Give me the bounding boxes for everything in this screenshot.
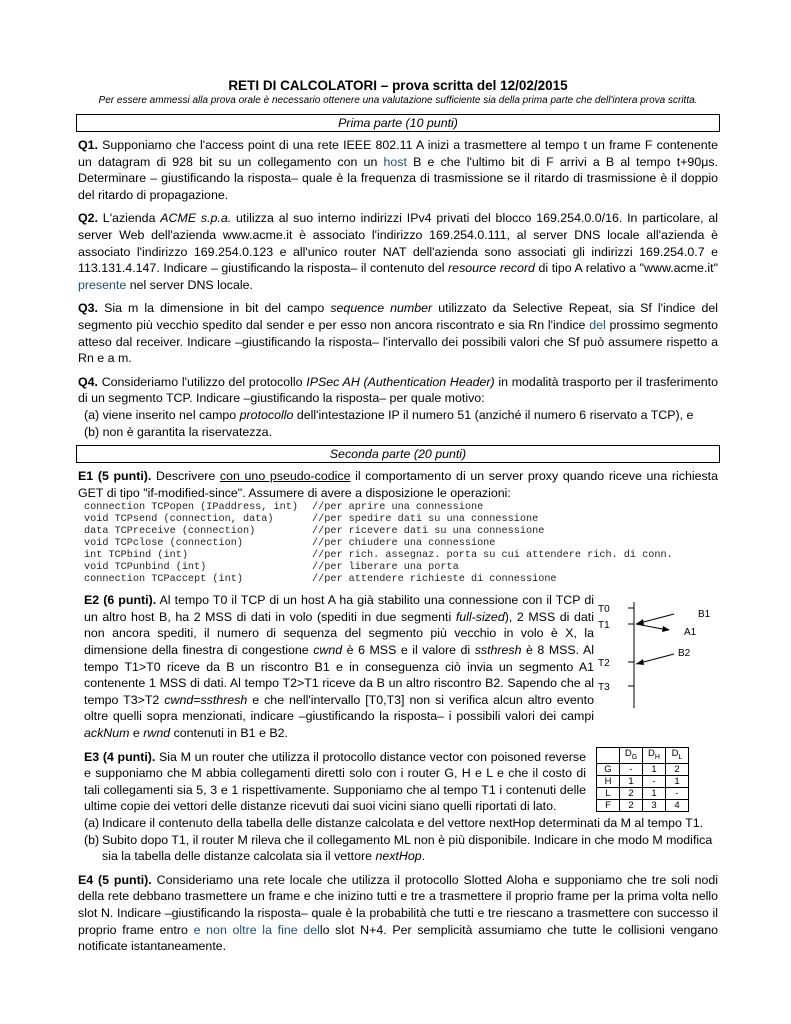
table-cell: G [597, 763, 620, 775]
tcp-timeline-diagram [598, 600, 718, 710]
q3-label: Q3. [78, 301, 98, 316]
q1-label: Q1. [78, 138, 98, 152]
operation-comment: //per liberare una porta [312, 562, 459, 574]
section-header-part2: Seconda parte (20 punti) [76, 445, 720, 463]
q3-del: del [589, 317, 606, 332]
operation-row [84, 538, 718, 550]
operation-signature: data TCPreceive (connection) [84, 526, 256, 538]
t1-label: T1 [598, 620, 610, 632]
table-row [597, 799, 689, 811]
e3-text: E3 (4 punti). Sia M un router che utilizza il protocollo distance vector con poisoned reverse e supponiamo che M abbia collegamenti diretti solo con i router G, H e L e che il costo di tali collegamenti sia 5, 3 e 1 rispettivamente. Supponiamo che al tempo T1 i contenuti delle ultime copie dei vettori delle distanze ricevuti dai suoi vicini siano quelli riportati di lato. [84, 749, 586, 814]
page-subtitle: Per essere ammessi alla prova orale è necessario ottenere una valutazione sufficiente sia della prima parte che dell'intera prova scritta. [98, 95, 698, 106]
e1-text-a: Descrivere [156, 469, 216, 484]
e1-text-b: il comportamento di un server proxy quando riceve una richiesta GET di tipo "if-modified-since". Assumere di avere a disposizione le operazioni: [78, 469, 719, 500]
table-header-cell [597, 747, 620, 763]
operation-comment: //per attendere richieste di connessione [312, 574, 557, 586]
question-q2 [78, 210, 718, 293]
table-cell: 2 [620, 799, 643, 811]
table-cell: 2 [620, 787, 643, 799]
a1-label: A1 [684, 627, 697, 639]
operation-row [84, 550, 718, 562]
operation-comment: //per ricevere dati su una connessione [312, 526, 545, 538]
operation-signature: void TCPsend (connection, data) [84, 514, 274, 526]
q3-text-c: prossimo segmento atteso dal receiver. Indicare –giustificando la risposta– l'intervallo dei possibili valori che Sf può assumere rispetto a Rn e a m. [78, 317, 718, 366]
q4-option-a: (a) viene inserito nel campo protocollo dell'intestazione IP il numero 51 (anziché il numero 6 riservato a TCP), e [84, 407, 694, 422]
e3-subquestions [84, 815, 718, 865]
q1-host: host [383, 154, 407, 169]
table-cell: 3 [643, 799, 666, 811]
q4-paren: (Authentication Header) [363, 374, 495, 389]
question-q4 [78, 374, 718, 407]
table-row [597, 775, 689, 787]
e3-item-b: (b) Subito dopo T1, il router M rileva che il collegamento ML non è più disponibile. Indicare in che modo M modifica sia la tabella delle distanze calcolata sia il vettore nextHop. [84, 832, 713, 864]
operation-comment: //per rich. assegnaz. porta su cui attendere rich. di conn. [312, 550, 673, 562]
operation-row [84, 574, 718, 586]
t0-label: T0 [598, 604, 610, 616]
e3-label: E3 (4 punti). [84, 749, 156, 764]
e2-text: E2 (6 punti). Al tempo T0 il TCP di un host A ha già stabilito una connessione con il TCP di un altro host B, ha 2 MSS di dati in volo (spediti in due segmenti full-sized), 2 MSS di dati non ancora spediti, il numero di sequenza del segmento più vecchio in volo è X, la dimensione della finestra di congestione cwnd è 6 MSS e il valore di ssthresh è 8 MSS. Al tempo T1>T0 riceve da B un riscontro B1 e in conseguenza ciò invia un segmento A1 contenente 1 MSS di dati. Al tempo T2>T1 riceve da B un altro riscontro B2. Sapendo che al tempo T3>T2 cwnd=ssthresh e che nell'intervallo [T0,T3] non si verifica alcun altro evento oltre quelli sopra menzionati, indicare –giustificando la risposta– i possibili valori dei campi ackNum e rwnd contenuti in B1 e B2. [84, 593, 595, 741]
q4-text-a: Consideriamo l'utilizzo del protocollo [101, 374, 303, 389]
section-header-part1: Prima parte (10 punti) [76, 114, 720, 132]
q1-text-b: B e che l'ultimo bit di F arrivi a B al tempo t+90μs. Determinare – giustificando la risposta– quale è la frequenza di trasmissione se il ritardo di trasmissione è il doppio del ritardo di propagazione. [78, 154, 718, 202]
operation-row [84, 526, 718, 538]
e3-item-a: (a) Indicare il contenuto della tabella delle distanze calcolata e del vettore nextHop determinati da M al tempo T1. [84, 816, 704, 830]
q3-seq: sequence number [330, 301, 433, 316]
table-cell: - [666, 787, 689, 799]
table-cell: 1 [643, 763, 666, 775]
table-cell: H [597, 775, 620, 787]
e1-operations-list [84, 502, 718, 586]
exercise-e1 [78, 468, 718, 501]
q3-text-a: Sia m la dimensione in bit del campo [104, 301, 325, 316]
table-row [597, 787, 689, 799]
distance-vector-table [596, 747, 689, 812]
operation-comment: //per chiudere una connessione [312, 538, 496, 550]
q2-text-c: di tipo A relativo a "www.acme.it" [538, 261, 718, 276]
table-cell: L [597, 787, 620, 799]
table-cell: F [597, 799, 620, 811]
exam-page [78, 78, 718, 962]
operation-signature: void TCPunbind (int) [84, 562, 207, 574]
question-q3 [78, 300, 718, 366]
table-row [597, 763, 689, 775]
table-cell: - [643, 775, 666, 787]
e1-label: E1 (5 punti). [78, 469, 152, 484]
t2-label: T2 [598, 658, 610, 670]
operation-comment: //per aprire una connessione [312, 502, 484, 514]
q2-company: ACME s.p.a. [160, 211, 232, 226]
q4-option-b: (b) non è garantita la riservatezza. [84, 424, 273, 439]
page-title: RETI DI CALCOLATORI – prova scritta del 12/02/2015 [228, 78, 568, 93]
exercise-e3 [78, 749, 718, 815]
e4-label: E4 (5 punti). [78, 872, 152, 887]
table-cell: - [620, 763, 643, 775]
operation-comment: //per spedire dati su una connessione [312, 514, 539, 526]
operation-signature: void TCPclose (connection) [84, 538, 243, 550]
q4-ipsec: IPSec AH [306, 374, 360, 389]
exercise-e4: E4 (5 punti). Consideriamo una rete locale che utilizza il protocollo Slotted Aloha e supponiamo che tre soli nodi della rete debbano trasmettere un frame e che inizino tutti e tre a trasmettere il proprio frame per la prima volta nello slot N. Indicare –giustificando la risposta– quale è la probabilità che tutti e tre riescano a trasmettere con successo il proprio frame entro e non oltre la fine dello slot N+4. Per semplicità assumiamo che tutte le collisioni vengano notificate istantaneamente. [78, 872, 719, 954]
table-cell: 2 [666, 763, 689, 775]
table-cell: 1 [666, 775, 689, 787]
table-header-cell: $D_G$ [620, 747, 643, 763]
exercise-e2 [78, 592, 718, 741]
e1-pseudo: con uno pseudo-codice [219, 469, 351, 484]
e2-label: E2 (6 punti). [84, 593, 157, 608]
q2-text-b: utilizza al suo interno indirizzi IPv4 privati del blocco 169.254.0.0/16. In particolare, al server Web dell'azienda www.acme.it è associato l'indirizzo 169.254.0.111, al server DNS locale all'azienda è associato l'indirizzo 169.254.0.123 e all'unico router NAT dell'azienda sono associati gli indirizzi 169.254.0.7 e 113.131.4.147. Indicare – giustificando la risposta– il contenuto del [78, 211, 718, 276]
q4-text-b: in modalità trasporto per il trasferimento di un segmento TCP. Indicare –giustificando la risposta– per quale motivo: [78, 374, 718, 406]
operation-row [84, 514, 718, 526]
table-cell: 1 [620, 775, 643, 787]
q2-label: Q2. [78, 211, 98, 226]
operation-row [84, 502, 718, 514]
q4-label: Q4. [78, 374, 98, 389]
q2-rr: resource record [448, 261, 535, 276]
q3-text-b: utilizzato da Selective Repeat, sia Sf l'indice del segmento più vecchio spedito dal sender e per esso non ancora riscontrato e sia Rn l'indice [78, 301, 718, 332]
operation-signature: connection TCPopen (IPaddress, int) [84, 502, 298, 514]
q4-options [84, 407, 718, 440]
operation-signature: connection TCPaccept (int) [84, 574, 243, 586]
operation-row [84, 562, 718, 574]
q2-text-d: nel server DNS locale. [129, 277, 253, 292]
b2-label: B2 [678, 648, 691, 660]
q2-text-a: L'azienda [102, 211, 156, 226]
q2-present: presente [78, 277, 127, 292]
t3-label: T3 [598, 682, 610, 694]
table-cell: 4 [666, 799, 689, 811]
table-cell: 1 [643, 787, 666, 799]
table-header-cell: $D_H$ [643, 747, 666, 763]
b1-label: B1 [698, 609, 711, 621]
table-header-cell: $D_L$ [666, 747, 689, 763]
table-header-row [597, 747, 689, 763]
question-q1 [78, 137, 718, 203]
q1-text-a: Supponiamo che l'access point di una rete IEEE 802.11 A inizi a trasmettere al tempo t un frame F contenente un datagram di 928 bit su un collegamento con un [78, 138, 718, 169]
operation-signature: int TCPbind (int) [84, 550, 188, 562]
